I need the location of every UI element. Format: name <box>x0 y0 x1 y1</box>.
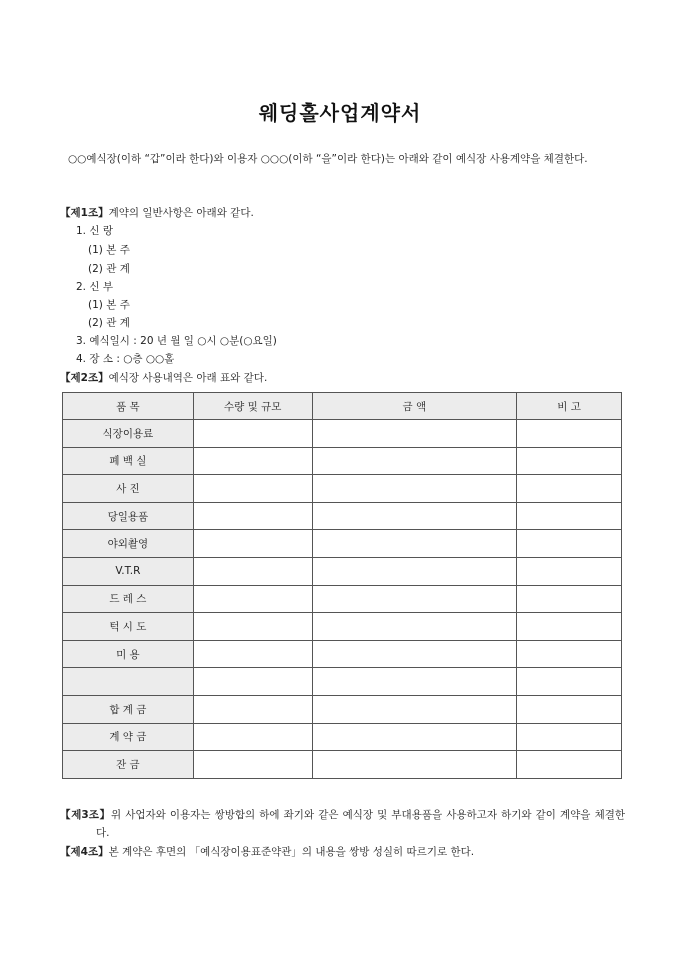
article-2-text: 예식장 사용내역은 아래 표와 같다. <box>108 372 268 384</box>
amount-cell[interactable] <box>312 640 517 668</box>
bride-origin: (1) 본 주 <box>88 299 130 311</box>
article-4-text: 본 계약은 후면의 「예식장이용표준약관」의 내용을 쌍방 성실히 따르기로 한다. <box>108 846 475 858</box>
amount-cell[interactable] <box>312 723 517 751</box>
quantity-cell[interactable] <box>193 613 312 641</box>
amount-cell[interactable] <box>312 585 517 613</box>
groom-label: 1. 신 랑 <box>76 225 113 237</box>
amount-cell[interactable] <box>312 695 517 723</box>
row-item-label: 야외촬영 <box>63 530 194 558</box>
row-item-label: 사 진 <box>63 475 194 503</box>
table-row <box>63 668 622 696</box>
row-item-label: V.T.R <box>63 557 194 585</box>
quantity-cell[interactable] <box>193 420 312 448</box>
article-3 <box>60 806 625 842</box>
table-row <box>63 530 622 558</box>
table-row <box>63 475 622 503</box>
note-cell[interactable] <box>517 695 622 723</box>
quantity-cell[interactable] <box>193 557 312 585</box>
table-row <box>63 557 622 585</box>
groom-origin: (1) 본 주 <box>88 244 130 256</box>
amount-cell[interactable] <box>312 447 517 475</box>
quantity-cell[interactable] <box>193 640 312 668</box>
amount-cell[interactable] <box>312 613 517 641</box>
amount-cell[interactable] <box>312 420 517 448</box>
note-cell[interactable] <box>517 420 622 448</box>
table-row <box>63 613 622 641</box>
note-cell[interactable] <box>517 751 622 779</box>
row-item-label: 잔 금 <box>63 751 194 779</box>
article-2-heading: 【제2조】 <box>60 372 109 384</box>
table-row <box>63 585 622 613</box>
note-cell[interactable] <box>517 613 622 641</box>
header-quantity: 수량 및 규모 <box>193 393 312 420</box>
quantity-cell[interactable] <box>193 447 312 475</box>
row-item-label: 합 계 금 <box>63 695 194 723</box>
row-item-label: 폐 백 실 <box>63 447 194 475</box>
quantity-cell[interactable] <box>193 695 312 723</box>
table-row <box>63 640 622 668</box>
row-item-label: 식장이용료 <box>63 420 194 448</box>
document-title: 웨딩홀사업계약서 <box>258 101 422 125</box>
quantity-cell[interactable] <box>193 723 312 751</box>
note-cell[interactable] <box>517 640 622 668</box>
groom-relation: (2) 관 계 <box>88 263 130 275</box>
amount-cell[interactable] <box>312 530 517 558</box>
article-3-heading: 【제3조】 <box>60 809 111 821</box>
wedding-datetime: 3. 예식일시 : 20 년 월 일 ○시 ○분(○요일) <box>76 335 277 347</box>
quantity-cell[interactable] <box>193 502 312 530</box>
header-amount: 금 액 <box>312 393 517 420</box>
note-cell[interactable] <box>517 557 622 585</box>
row-item-label <box>63 668 194 696</box>
table-row <box>63 695 622 723</box>
wedding-place: 4. 장 소 : ○층 ○○홀 <box>76 353 175 365</box>
note-cell[interactable] <box>517 585 622 613</box>
bride-label: 2. 신 부 <box>76 281 113 293</box>
article-4-heading: 【제4조】 <box>60 846 109 858</box>
quantity-cell[interactable] <box>193 530 312 558</box>
header-item: 품 목 <box>63 393 194 420</box>
quantity-cell[interactable] <box>193 668 312 696</box>
amount-cell[interactable] <box>312 751 517 779</box>
row-item-label: 미 용 <box>63 640 194 668</box>
note-cell[interactable] <box>517 447 622 475</box>
article-1-text: 계약의 일반사항은 아래와 같다. <box>108 207 254 219</box>
header-note: 비 고 <box>517 393 622 420</box>
row-item-label: 턱 시 도 <box>63 613 194 641</box>
note-cell[interactable] <box>517 475 622 503</box>
row-item-label: 당일용품 <box>63 502 194 530</box>
note-cell[interactable] <box>517 530 622 558</box>
article-3-text: 위 사업자와 이용자는 쌍방합의 하에 좌기와 같은 예식장 및 부대용품을 사용하고자 하기와 같이 계약을 체결한다. <box>96 809 625 839</box>
amount-cell[interactable] <box>312 557 517 585</box>
table-header-row <box>63 393 622 420</box>
row-item-label: 계 약 금 <box>63 723 194 751</box>
table-row <box>63 502 622 530</box>
intro-paragraph: ○○예식장(이하 “갑”이라 한다)와 이용자 ○○○(이하 “을”이라 한다)는 아래와 같이 예식장 사용계약을 체결한다. <box>68 153 588 165</box>
note-cell[interactable] <box>517 723 622 751</box>
bride-relation: (2) 관 계 <box>88 317 130 329</box>
quantity-cell[interactable] <box>193 751 312 779</box>
table-row <box>63 751 622 779</box>
amount-cell[interactable] <box>312 502 517 530</box>
usage-table <box>62 392 622 779</box>
quantity-cell[interactable] <box>193 585 312 613</box>
quantity-cell[interactable] <box>193 475 312 503</box>
row-item-label: 드 레 스 <box>63 585 194 613</box>
note-cell[interactable] <box>517 668 622 696</box>
article-4 <box>60 845 474 859</box>
article-1 <box>60 206 254 220</box>
table-row <box>63 723 622 751</box>
table-body <box>63 420 622 779</box>
table-row <box>63 447 622 475</box>
article-2 <box>60 371 267 385</box>
article-1-heading: 【제1조】 <box>60 207 109 219</box>
amount-cell[interactable] <box>312 475 517 503</box>
amount-cell[interactable] <box>312 668 517 696</box>
note-cell[interactable] <box>517 502 622 530</box>
table-row <box>63 420 622 448</box>
